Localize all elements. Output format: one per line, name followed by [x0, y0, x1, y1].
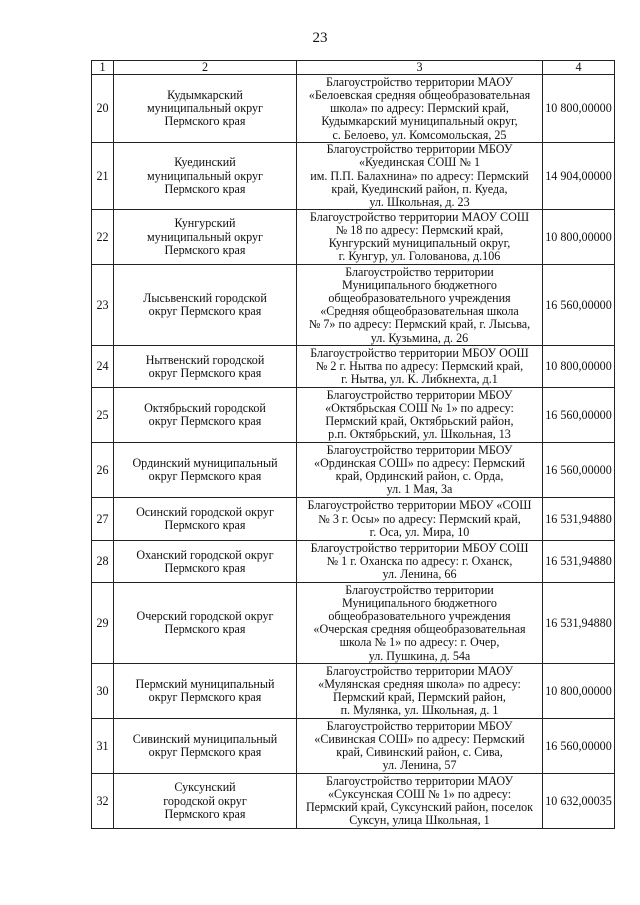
description-cell: Благоустройство территории МАОУ СОШ № 18 по адресу: Пермский край, Кунгурский муниципальный округ, г. Кунгур, ул. Голованова, д.106 — [297, 210, 543, 265]
header-row — [92, 61, 615, 75]
district-cell: Куединский муниципальный округ Пермского края — [114, 143, 297, 210]
header-col-3: 3 — [297, 61, 543, 75]
amount-cell: 16 560,00000 — [543, 719, 615, 774]
amount-cell: 16 560,00000 — [543, 265, 615, 346]
description-cell: Благоустройство территории МБОУ ООШ № 2 г. Нытва по адресу: Пермский край, г. Нытва, ул. К. Либкнехта, д.1 — [297, 346, 543, 388]
row-number: 23 — [92, 265, 114, 346]
row-number: 24 — [92, 346, 114, 388]
row-number: 29 — [92, 583, 114, 664]
row-number: 20 — [92, 75, 114, 143]
page-number: 23 — [312, 30, 328, 46]
table-row — [92, 774, 615, 829]
district-cell: Осинский городской округ Пермского края — [114, 498, 297, 541]
description-cell: Благоустройство территории Муниципального бюджетного общеобразовательного учреждения «Средняя общеобразовательная школа № 7» по адресу: Пермский край, г. Лысьва, ул. Кузьмина, д. 26 — [297, 265, 543, 346]
table-row — [92, 541, 615, 583]
district-cell: Ординский муниципальный округ Пермского края — [114, 443, 297, 498]
amount-cell: 16 560,00000 — [543, 443, 615, 498]
amount-cell: 10 800,00000 — [543, 210, 615, 265]
table-row — [92, 210, 615, 265]
district-cell: Очерский городской округ Пермского края — [114, 583, 297, 664]
description-cell: Благоустройство территории МБОУ «Октябрьская СОШ № 1» по адресу: Пермский край, Октябрьский район, р.п. Октябрьский, ул. Школьная, 13 — [297, 388, 543, 443]
description-cell: Благоустройство территории МАОУ «Суксунская СОШ № 1» по адресу: Пермский край, Суксунский район, поселок Суксун, улица Школьная, 1 — [297, 774, 543, 829]
row-number: 30 — [92, 664, 114, 719]
district-cell: Нытвенский городской округ Пермского края — [114, 346, 297, 388]
table-row — [92, 498, 615, 541]
table-row — [92, 719, 615, 774]
row-number: 26 — [92, 443, 114, 498]
table-row — [92, 443, 615, 498]
amount-cell: 10 800,00000 — [543, 346, 615, 388]
funding-table — [91, 60, 615, 829]
description-cell: Благоустройство территории МБОУ «СОШ № 3 г. Осы» по адресу: Пермский край, г. Оса, ул. Мира, 10 — [297, 498, 543, 541]
table-row — [92, 75, 615, 143]
row-number: 27 — [92, 498, 114, 541]
district-cell: Пермский муниципальный округ Пермского края — [114, 664, 297, 719]
description-cell: Благоустройство территории МБОУ «Сивинская СОШ» по адресу: Пермский край, Сивинский район, с. Сива, ул. Ленина, 57 — [297, 719, 543, 774]
row-number: 21 — [92, 143, 114, 210]
amount-cell: 16 531,94880 — [543, 541, 615, 583]
description-cell: Благоустройство территории МАОУ «Белоевская средняя общеобразовательная школа» по адресу: Пермский край, Кудымкарский муниципальный округ, с. Белоево, ул. Комсомольская, 25 — [297, 75, 543, 143]
district-cell: Оханский городской округ Пермского края — [114, 541, 297, 583]
amount-cell: 14 904,00000 — [543, 143, 615, 210]
row-number: 31 — [92, 719, 114, 774]
amount-cell: 16 531,94880 — [543, 583, 615, 664]
district-cell: Лысьвенский городской округ Пермского края — [114, 265, 297, 346]
row-number: 22 — [92, 210, 114, 265]
district-cell: Кудымкарский муниципальный округ Пермского края — [114, 75, 297, 143]
description-cell: Благоустройство территории МБОУ «Ординская СОШ» по адресу: Пермский край, Ординский район, с. Орда, ул. 1 Мая, 3а — [297, 443, 543, 498]
description-cell: Благоустройство территории МБОУ «Куединская СОШ № 1 им. П.П. Балахнина» по адресу: Пермский край, Куединский район, п. Куеда, ул. Школьная, д. 23 — [297, 143, 543, 210]
header-col-1: 1 — [92, 61, 114, 75]
table-row — [92, 664, 615, 719]
amount-cell: 16 560,00000 — [543, 388, 615, 443]
table-row — [92, 583, 615, 664]
amount-cell: 10 632,00035 — [543, 774, 615, 829]
district-cell: Суксунский городской округ Пермского края — [114, 774, 297, 829]
table-row — [92, 143, 615, 210]
description-cell: Благоустройство территории МАОУ «Мулянская средняя школа» по адресу: Пермский край, Пермский район, п. Мулянка, ул. Школьная, д. 1 — [297, 664, 543, 719]
amount-cell: 16 531,94880 — [543, 498, 615, 541]
description-cell: Благоустройство территории Муниципального бюджетного общеобразовательного учреждения «Очерская средняя общеобразовательная школа № 1» по адресу: г. Очер, ул. Пушкина, д. 54а — [297, 583, 543, 664]
table-row — [92, 265, 615, 346]
row-number: 32 — [92, 774, 114, 829]
table-row — [92, 346, 615, 388]
table-row — [92, 388, 615, 443]
amount-cell: 10 800,00000 — [543, 75, 615, 143]
row-number: 25 — [92, 388, 114, 443]
row-number: 28 — [92, 541, 114, 583]
district-cell: Октябрьский городской округ Пермского края — [114, 388, 297, 443]
amount-cell: 10 800,00000 — [543, 664, 615, 719]
district-cell: Кунгурский муниципальный округ Пермского края — [114, 210, 297, 265]
header-col-2: 2 — [114, 61, 297, 75]
header-col-4: 4 — [543, 61, 615, 75]
description-cell: Благоустройство территории МБОУ СОШ № 1 г. Оханска по адресу: г. Оханск, ул. Ленина, 66 — [297, 541, 543, 583]
district-cell: Сивинский муниципальный округ Пермского края — [114, 719, 297, 774]
